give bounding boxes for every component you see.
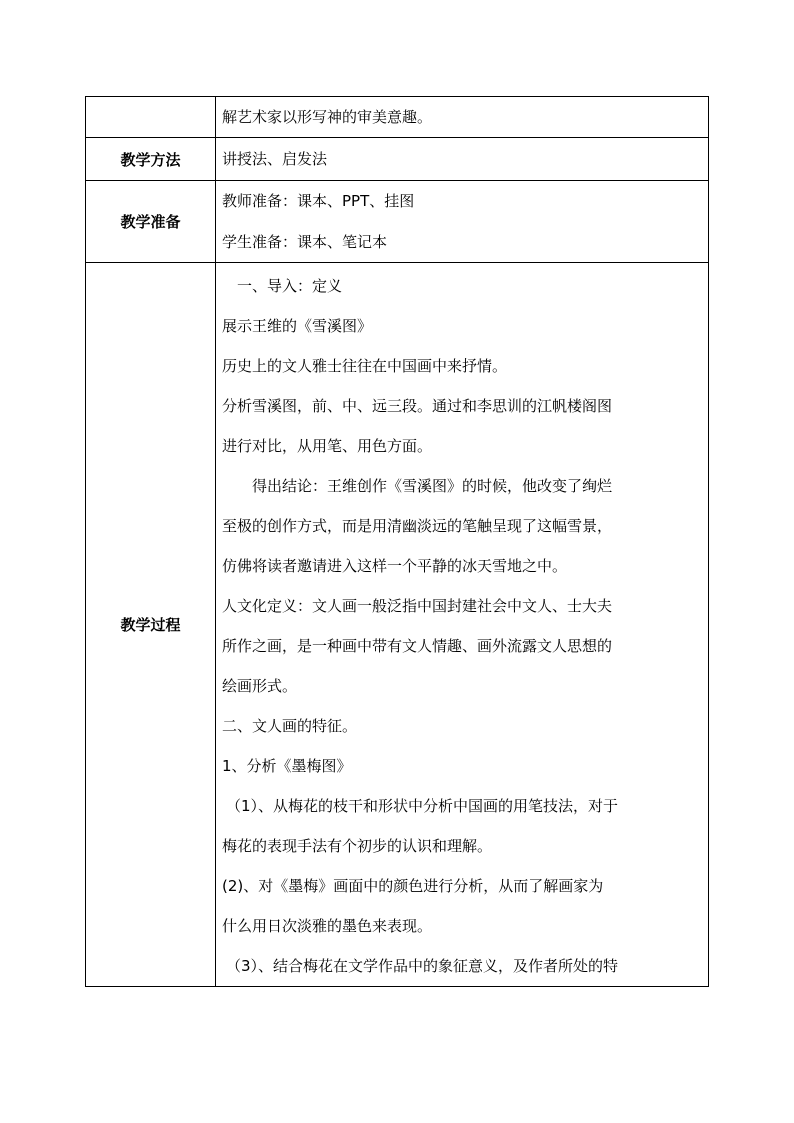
content-line: 教师准备：课本、PPT、挂图 <box>222 192 415 210</box>
content-line: 分析雪溪图，前、中、远三段。通过和李思训的江帆楼阁图 <box>222 397 613 415</box>
content-line: 学生准备：课本、笔记本 <box>222 233 388 251</box>
content-line: 仿佛将读者邀请进入这样一个平静的冰天雪地之中。 <box>222 557 568 575</box>
content-line: 二、文人画的特征。 <box>222 717 358 735</box>
table-row-method <box>86 138 709 181</box>
content-line: 所作之画，是一种画中带有文人情趣、画外流露文人思想的 <box>222 637 613 655</box>
lesson-plan-table <box>85 96 709 987</box>
content-line: 得出结论：王维创作《雪溪图》的时候，他改变了绚烂 <box>252 477 613 495</box>
content-line: 至极的创作方式，而是用清幽淡远的笔触呈现了这幅雪景， <box>222 517 613 535</box>
content-line: (2)、对《墨梅》画面中的颜色进行分析，从而了解画家为 <box>222 877 604 895</box>
row-content-process <box>216 263 709 987</box>
content-line: 历史上的文人雅士往往在中国画中来抒情。 <box>222 357 508 375</box>
content-line: （1）、从梅花的枝干和形状中分析中国画的用笔技法，对于 <box>226 797 619 815</box>
content-line: 1、分析《墨梅图》 <box>222 757 352 775</box>
row-label-empty <box>86 97 216 138</box>
row-content-prep <box>216 181 709 263</box>
content-line: 梅花的表现手法有个初步的认识和理解。 <box>222 837 493 855</box>
content-line: 人文化定义：文人画一般泛指中国封建社会中文人、士大夫 <box>222 597 613 615</box>
content-line: 绘画形式。 <box>222 677 298 695</box>
content-line: 进行对比，从用笔、用色方面。 <box>222 437 433 455</box>
table-row-intro <box>86 97 709 138</box>
row-content-intro <box>216 97 709 138</box>
content-line: 解艺术家以形写神的审美意趣。 <box>222 108 433 126</box>
content-line: （3）、结合梅花在文学作品中的象征意义，及作者所处的特 <box>226 957 619 975</box>
table-row-process <box>86 263 709 987</box>
content-line: 展示王维的《雪溪图》 <box>222 317 373 335</box>
row-label-method: 教学方法 <box>86 138 216 181</box>
row-label-process: 教学过程 <box>86 263 216 987</box>
row-label-prep: 教学准备 <box>86 181 216 263</box>
row-content-method <box>216 138 709 181</box>
content-line: 什么用日次淡雅的墨色来表现。 <box>222 917 433 935</box>
content-line: 讲授法、启发法 <box>222 150 328 168</box>
table-row-prep <box>86 181 709 263</box>
content-line: 一、导入：定义 <box>237 277 343 295</box>
